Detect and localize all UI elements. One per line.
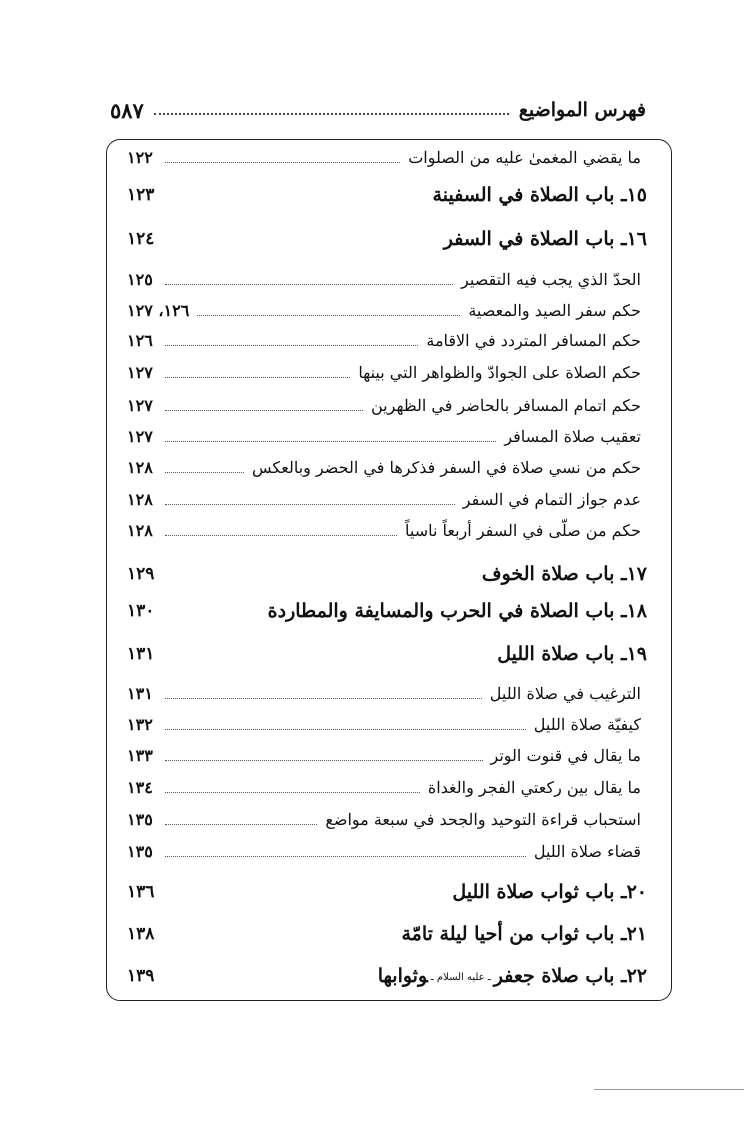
dot-leader bbox=[165, 792, 420, 793]
entry-title: ما يقال بين ركعتي الفجر والغداة bbox=[427, 778, 641, 797]
entry-title: ما يقضي المغمىٰ عليه من الصلوات bbox=[408, 148, 641, 167]
dot-leader bbox=[165, 377, 350, 378]
toc-entry bbox=[127, 746, 647, 765]
dot-leader bbox=[165, 162, 400, 163]
entry-page: ١٢٦ bbox=[127, 331, 153, 350]
entry-title: حكم من نسي صلاة في السفر فذكرها في الحضر وبالعكس bbox=[252, 458, 641, 477]
dot-leader bbox=[165, 504, 455, 505]
toc-chapter bbox=[127, 965, 647, 987]
toc-entry bbox=[127, 778, 647, 797]
honorific-phrase: ـ عليه السلام ـ bbox=[430, 971, 491, 983]
dot-leader bbox=[165, 441, 496, 442]
chapter-page: ١٣٠ bbox=[127, 601, 155, 621]
dot-leader bbox=[165, 535, 397, 536]
toc-chapter bbox=[127, 600, 647, 622]
dot-leader bbox=[165, 698, 482, 699]
chapter-title-tail: وثوابها bbox=[377, 965, 428, 987]
entry-page: ١٣٥ bbox=[127, 842, 153, 861]
entry-title: حكم الصلاة على الجوادّ والظواهر التي بينها bbox=[358, 363, 641, 382]
dot-leader bbox=[197, 315, 460, 316]
chapter-page: ١٣٨ bbox=[127, 924, 155, 944]
toc-frame bbox=[106, 139, 672, 1001]
entry-title: حكم سفر الصيد والمعصية bbox=[468, 301, 641, 320]
chapter-page: ١٢٩ bbox=[127, 564, 155, 584]
entry-title: كيفيّة صلاة الليل bbox=[533, 715, 641, 734]
toc-chapter bbox=[127, 184, 647, 206]
chapter-title bbox=[378, 965, 647, 987]
entry-page: ١٣٣ bbox=[127, 746, 153, 765]
entry-page: ١٣٢ bbox=[127, 715, 153, 734]
chapter-title: ١٥ـ باب الصلاة في السفينة bbox=[432, 184, 647, 206]
running-head bbox=[110, 96, 646, 124]
toc-entry bbox=[127, 363, 647, 382]
entry-title: قضاء صلاة الليل bbox=[533, 842, 641, 861]
chapter-page: ١٣٩ bbox=[127, 966, 155, 986]
entry-title: عدم جواز التمام في السفر bbox=[462, 490, 641, 509]
entry-title: الترغيب في صلاة الليل bbox=[489, 684, 641, 703]
entry-title: حكم من صلّى في السفر أربعاً ناسياً bbox=[404, 521, 641, 540]
dot-leader bbox=[165, 284, 453, 285]
toc-chapter bbox=[127, 643, 647, 665]
toc-entry bbox=[127, 842, 647, 861]
toc-entry bbox=[127, 427, 647, 446]
toc-entry bbox=[127, 715, 647, 734]
entry-title: ما يقال في قنوت الوتر bbox=[490, 746, 641, 765]
toc-entry bbox=[127, 458, 647, 477]
chapter-page: ١٢٣ bbox=[127, 185, 155, 205]
chapter-title: ١٧ـ باب صلاة الخوف bbox=[481, 563, 647, 585]
toc-chapter bbox=[127, 228, 647, 250]
chapter-title: ١٦ـ باب الصلاة في السفر bbox=[443, 228, 647, 250]
toc-entry bbox=[127, 270, 647, 289]
chapter-title: ١٩ـ باب صلاة الليل bbox=[497, 643, 647, 665]
entry-page: ١٢٦، ١٢٧ bbox=[127, 301, 190, 320]
toc-chapter bbox=[127, 881, 647, 903]
entry-title: الحدّ الذي يجب فيه التقصير bbox=[461, 270, 641, 289]
chapter-page: ١٢٤ bbox=[127, 229, 155, 249]
entry-page: ١٢٧ bbox=[127, 427, 153, 446]
entry-page: ١٣٥ bbox=[127, 810, 153, 829]
dot-leader bbox=[165, 856, 526, 857]
entry-page: ١٢٧ bbox=[127, 363, 153, 382]
toc-entry bbox=[127, 490, 647, 509]
scan-edge-line bbox=[594, 1089, 744, 1090]
entry-title: استحباب قراءة التوحيد والجحد في سبعة مواضع bbox=[325, 810, 641, 829]
chapter-title-main: ٢٢ـ باب صلاة جعفر bbox=[493, 965, 647, 987]
dot-leader bbox=[165, 410, 363, 411]
dot-leader bbox=[165, 760, 483, 761]
entry-title: حكم المسافر المتردد في الاقامة bbox=[426, 331, 641, 350]
toc-entry bbox=[127, 396, 647, 415]
dot-leader bbox=[165, 345, 418, 346]
entry-title: حكم اتمام المسافر بالحاضر في الظهرين bbox=[370, 396, 641, 415]
entry-page: ١٢٨ bbox=[127, 458, 153, 477]
entry-page: ١٢٥ bbox=[127, 270, 153, 289]
toc-chapter bbox=[127, 563, 647, 585]
running-head-title: فهرس المواضيع bbox=[518, 99, 646, 121]
toc-entry bbox=[127, 301, 647, 320]
toc-entry bbox=[127, 810, 647, 829]
running-head-leader bbox=[154, 113, 509, 115]
dot-leader bbox=[165, 472, 244, 473]
entry-page: ١٢٨ bbox=[127, 521, 153, 540]
entry-page: ١٢٢ bbox=[127, 148, 153, 167]
chapter-title: ١٨ـ باب الصلاة في الحرب والمسايفة والمطاردة bbox=[267, 600, 647, 622]
dot-leader bbox=[165, 729, 526, 730]
toc-entry bbox=[127, 148, 647, 167]
chapter-page: ١٣٦ bbox=[127, 882, 155, 902]
toc-entry bbox=[127, 521, 647, 540]
page-number: ٥٨٧ bbox=[110, 97, 144, 123]
toc-entry bbox=[127, 331, 647, 350]
toc-chapter bbox=[127, 923, 647, 945]
entry-title: تعقيب صلاة المسافر bbox=[504, 427, 641, 446]
chapter-title: ٢٠ـ باب ثواب صلاة الليل bbox=[452, 881, 647, 903]
chapter-title: ٢١ـ باب ثواب من أحيا ليلة تامّة bbox=[401, 923, 647, 945]
toc-entry bbox=[127, 684, 647, 703]
chapter-page: ١٣١ bbox=[127, 644, 155, 664]
dot-leader bbox=[165, 824, 317, 825]
entry-page: ١٢٨ bbox=[127, 490, 153, 509]
entry-page: ١٣٤ bbox=[127, 778, 153, 797]
entry-page: ١٢٧ bbox=[127, 396, 153, 415]
entry-page: ١٣١ bbox=[127, 684, 153, 703]
